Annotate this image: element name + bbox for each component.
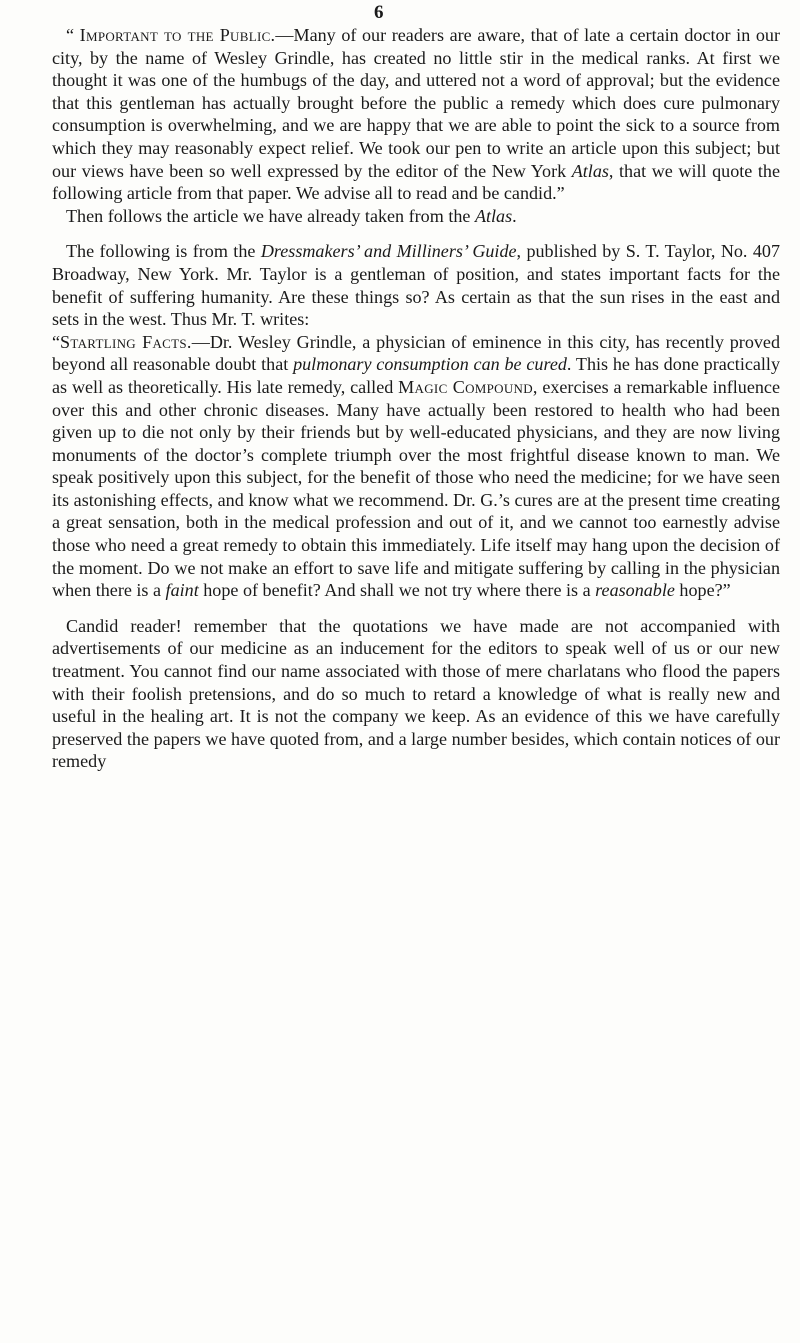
paragraph-text: Then follows the article we have already taken from the: [66, 205, 475, 226]
emphasis: reasonable: [595, 580, 675, 601]
section-heading: Important to the Public.: [79, 25, 276, 45]
paragraph-text: , exercises a remarkable influence over this and other chronic diseases. Many have actually been restored to health who had been given up to die not only by their friends but by well-educated physicians, and they are now living monuments of the doctor’s complete triumph over the most frightful disease known to man. We speak positively upon this subject, for the benefit of those who need the medicine; for we have seen its astonishing effects, and know what we recommend. Dr. G.’s cures are at the present time creating a great sensation, both in the medical profession and out of it, and we cannot too earnestly advise those who need a great remedy to obtain this immediately. Life itself may hang upon the decision of the moment. Do we not make an effort to save life and mitigate suffering by calling in the physician when there is a: [52, 376, 780, 601]
paragraph-important-to-the-public: [52, 24, 780, 205]
paragraph-text: , published by S. T. Taylor, No. 407 Broadway, New York. Mr. Taylor is a gentleman of position, and states important facts for the benefit of suffering humanity. Are these things so? As certain as that the sun rises in the east and sets in the west. Thus Mr. T. writes:: [52, 241, 780, 330]
paragraph-text: —Many of our readers are aware, that of late a certain doctor in our city, by the name of Wesley Grindle, has created no little stir in the medical ranks. At first we thought it was one of the humbugs of the day, and uttered not a word of approval; but the evidence that this gentleman has actually brought before the public a remedy which does cure pulmonary consumption is overwhelming, and we are happy that we are able to point the sick to a source from which they may reasonably expect relief. We took our pen to write an article upon this subject; but our views have been so well expressed by the editor of the New York: [52, 25, 780, 181]
page-number: 6: [374, 2, 384, 23]
paragraph-text: Candid reader! remember that the quotations we have made are not accompanied with advertisements of our medicine as an inducement for the editors to speak well of us or our new treatment. You cannot find our name associated with those of mere charlatans who flood the papers with their foolish pretensions, and do so much to retard a knowledge of what is really new and useful in the healing art. It is not the company we keep. As an evidence of this we have carefully preserved the papers we have quoted from, and a large number besides, which contain notices of our remedy: [52, 615, 780, 772]
newspaper-title: Atlas: [571, 160, 609, 181]
paragraph-startling-facts: [52, 331, 780, 602]
paragraph-text: .: [512, 205, 517, 226]
publication-title: Dressmakers’ and Milliners’ Guide: [260, 241, 517, 262]
paragraph-spacer: [52, 227, 780, 240]
paragraph-text: . This he has done practically as well as theoretically. His late remedy, called: [52, 354, 781, 397]
open-quote: “: [66, 25, 80, 45]
paragraph-text: hope?”: [674, 580, 731, 601]
paragraph-text: The following is from the: [66, 241, 261, 262]
paragraph-text: , that we will quote the following article from that paper. We advise all to read and be candid.”: [52, 160, 780, 204]
text-column: [52, 24, 780, 773]
emphasis: pulmonary consumption can be cured: [293, 354, 567, 375]
section-heading: Startling Facts.: [60, 331, 192, 352]
emphasis: faint: [165, 580, 199, 601]
newspaper-title: Atlas: [474, 205, 513, 226]
paragraph-then-follows: [52, 205, 780, 228]
open-quote: “: [52, 331, 61, 352]
remedy-name: Magic Compound: [398, 376, 533, 397]
paragraph-spacer: [52, 602, 780, 615]
paragraph-dressmakers-guide: [52, 240, 780, 330]
paragraph-candid-reader: [52, 615, 780, 773]
paragraph-text: —Dr. Wesley Grindle, a physician of eminence in this city, has recently proved beyond all reasonable doubt that: [52, 331, 780, 375]
paragraph-text: hope of benefit? And shall we not try where there is a: [198, 580, 596, 601]
